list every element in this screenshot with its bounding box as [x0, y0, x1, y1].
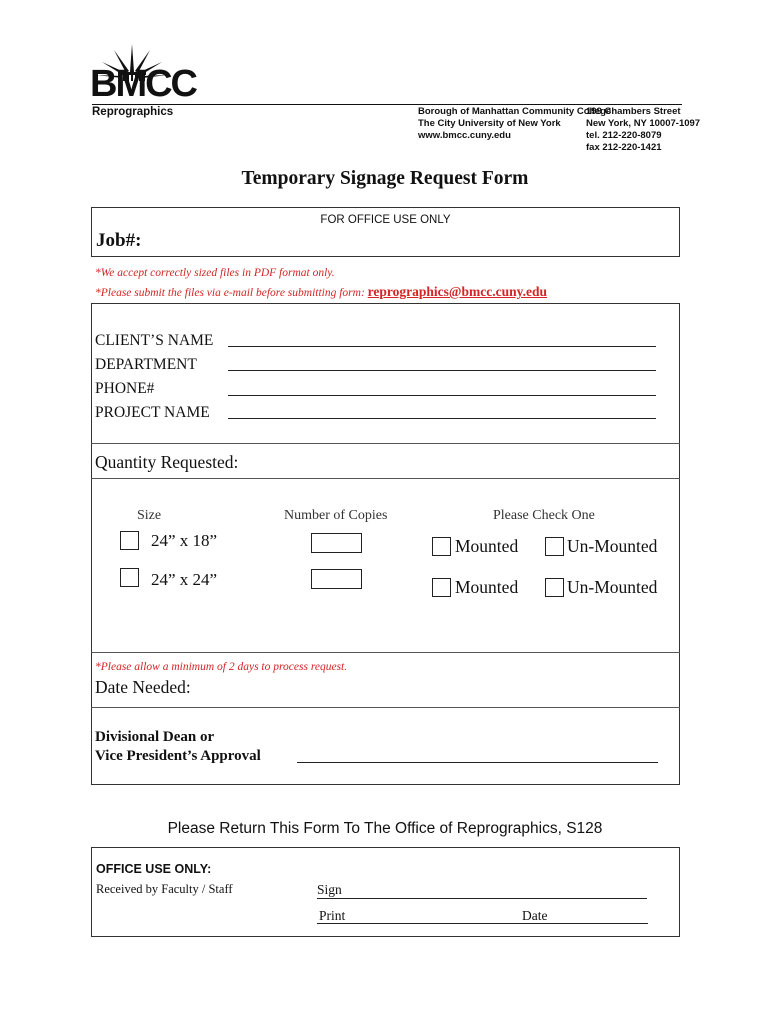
college-info [418, 106, 611, 142]
section-divider [91, 707, 680, 708]
copies-24x24-input[interactable] [311, 569, 362, 589]
department-label: DEPARTMENT [95, 356, 197, 373]
mounted-label: Mounted [455, 536, 519, 556]
phone-line: tel. 212-220-8079 [586, 130, 662, 141]
dept-name: Reprographics [92, 106, 174, 118]
office-use-only-box [91, 847, 680, 937]
email-note [95, 284, 547, 300]
form-title: Temporary Signage Request Form [241, 168, 529, 189]
sign-label: Sign [317, 882, 342, 897]
department-field[interactable] [228, 370, 656, 371]
print-label: Print [319, 908, 346, 923]
phone-label: PHONE# [95, 380, 155, 397]
mounted-label: Mounted [455, 577, 519, 597]
college-line: The City University of New York [418, 118, 561, 129]
copies-header: Number of Copies [284, 508, 388, 523]
quantity-heading: Quantity Requested: [95, 452, 239, 472]
client-name-field[interactable] [228, 346, 656, 347]
copies-24x18-input[interactable] [311, 533, 362, 553]
approval-signature-field[interactable] [297, 762, 658, 763]
size-24x24-checkbox[interactable] [120, 568, 139, 587]
date-needed-label: Date Needed: [95, 677, 191, 697]
check-header: Please Check One [493, 508, 595, 523]
section-divider [91, 478, 680, 479]
approval-label-line2: Vice President’s Approval [95, 748, 261, 764]
processing-note: *Please allow a minimum of 2 days to process request. [95, 661, 348, 673]
phone-field[interactable] [228, 395, 656, 396]
size-24x18-checkbox[interactable] [120, 531, 139, 550]
section-divider [91, 652, 680, 653]
received-by-label: Received by Faculty / Staff [96, 882, 233, 896]
address-line: New York, NY 10007-1097 [586, 118, 701, 129]
unmounted-label: Un-Mounted [567, 577, 658, 597]
header-rule [92, 104, 682, 105]
size-header: Size [137, 508, 162, 523]
address-line: 199 Chambers Street [586, 106, 681, 117]
address-info [586, 106, 700, 154]
office-use-box [91, 207, 680, 257]
size-24x24-label: 24” x 24” [151, 570, 218, 589]
print-date-field[interactable] [317, 923, 648, 924]
email-link[interactable]: reprographics@bmcc.cuny.edu [367, 284, 547, 299]
job-number-label: Job#: [96, 230, 142, 251]
mounted-checkbox-row2[interactable] [432, 578, 451, 597]
college-line: Borough of Manhattan Community College [418, 106, 612, 117]
logo-wordmark: BMCC [90, 63, 196, 105]
client-name-label: CLIENT’S NAME [95, 332, 214, 349]
fax-line: fax 212-220-1421 [586, 142, 662, 153]
project-name-field[interactable] [228, 418, 656, 419]
sign-field[interactable] [317, 898, 647, 899]
email-note-text: *Please submit the files via e-mail before submitting form: [95, 287, 365, 299]
project-name-label: PROJECT NAME [95, 404, 210, 421]
section-divider [91, 443, 680, 444]
pdf-note: *We accept correctly sized files in PDF format only. [95, 267, 335, 279]
date-label: Date [522, 908, 548, 923]
size-24x18-label: 24” x 18” [151, 531, 218, 550]
unmounted-checkbox-row1[interactable] [545, 537, 564, 556]
approval-label-line1: Divisional Dean or [95, 729, 215, 745]
mounted-checkbox-row1[interactable] [432, 537, 451, 556]
unmounted-label: Un-Mounted [567, 536, 658, 556]
college-website-link[interactable]: www.bmcc.cuny.edu [418, 130, 511, 141]
office-use-label: FOR OFFICE USE ONLY [320, 214, 451, 226]
return-instruction: Please Return This Form To The Office of Reprographics, S128 [167, 820, 603, 837]
unmounted-checkbox-row2[interactable] [545, 578, 564, 597]
office-use-only-heading: OFFICE USE ONLY: [96, 862, 212, 876]
